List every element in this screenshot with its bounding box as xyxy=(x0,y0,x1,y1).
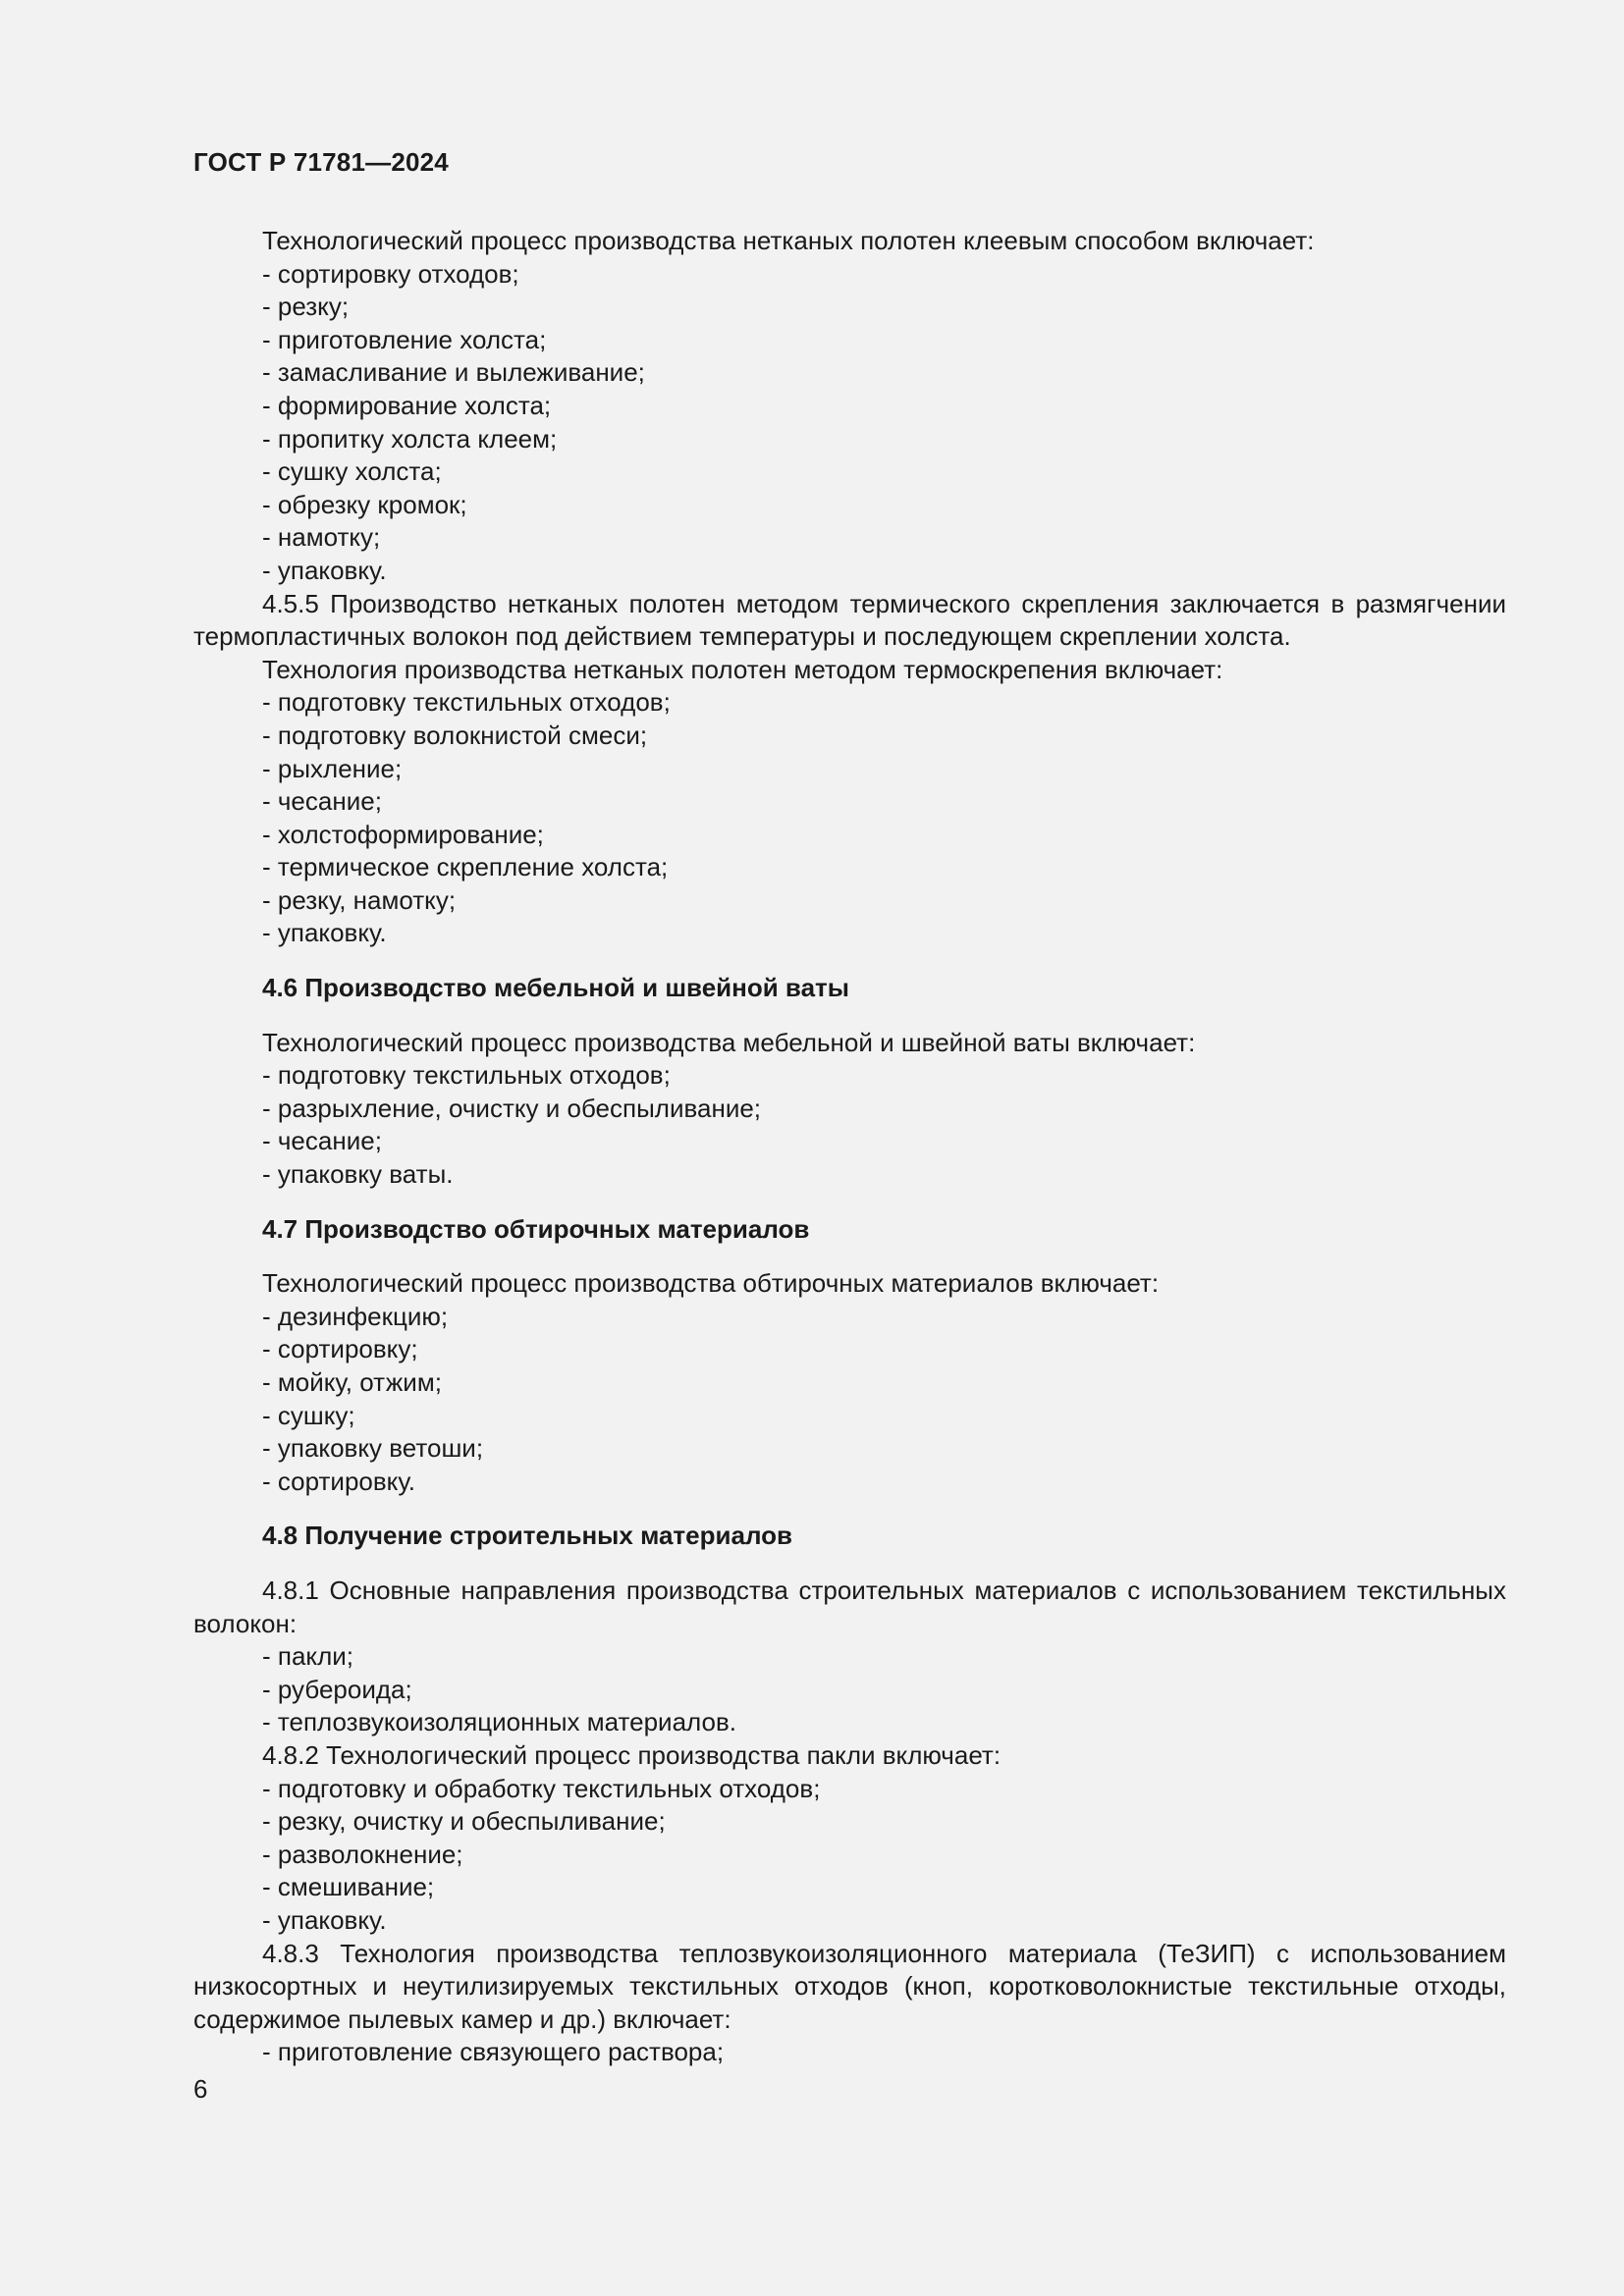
list-item: - резку, намотку; xyxy=(262,884,457,915)
list-item: - приготовление связующего раствора; xyxy=(262,2037,725,2067)
section-heading-4-8: 4.8 Получение строительных материалов xyxy=(262,1521,792,1551)
document-header: ГОСТ Р 71781—2024 xyxy=(193,147,449,177)
list-item: - чесание; xyxy=(262,1126,382,1156)
list-item: - упаковку ветоши; xyxy=(262,1433,484,1464)
paragraph-4-8-3: 4.8.3 Технология производства теплозвукоизоляционного материала (ТеЗИП) с использованием низкосортных и неутилизируемых текстильных отходов (кноп, коротковолокнистые текстильные отходы, содержимое пылевых камер и др.) включает: xyxy=(193,1938,1506,2034)
list-item: - сортировку отходов; xyxy=(262,258,519,289)
section-heading-4-6: 4.6 Производство мебельной и швейной ваты xyxy=(262,973,849,1003)
list-item: - рыхление; xyxy=(262,753,403,783)
list-item: - упаковку. xyxy=(262,1904,387,1935)
paragraph-4-5-5: 4.5.5 Производство нетканых полотен методом термического скрепления заключается в размягчении термопластичных волокон под действием температуры и последующем скреплении холста. xyxy=(193,588,1506,652)
paragraph-intro: Технология производства нетканых полотен методом термоскрепения включает: xyxy=(262,654,1223,684)
list-item: - теплозвукоизоляционных материалов. xyxy=(262,1707,736,1737)
list-item: - чесание; xyxy=(262,786,382,817)
paragraph-4-8-2: 4.8.2 Технологический процесс производства пакли включает: xyxy=(262,1739,1001,1770)
list-item: - разволокнение; xyxy=(262,1839,463,1869)
list-item: - дезинфекцию; xyxy=(262,1301,449,1331)
list-item: - сортировку. xyxy=(262,1466,415,1496)
list-item: - приготовление холста; xyxy=(262,324,547,354)
list-item: - сушку холста; xyxy=(262,456,442,487)
list-item: - мойку, отжим; xyxy=(262,1367,442,1397)
list-item: - холстоформирование; xyxy=(262,819,544,849)
list-item: - намотку; xyxy=(262,522,381,553)
list-item: - разрыхление, очистку и обеспыливание; xyxy=(262,1093,762,1123)
page-number: 6 xyxy=(193,2074,208,2104)
list-item: - термическое скрепление холста; xyxy=(262,852,669,882)
list-item: - резку; xyxy=(262,292,350,322)
list-item: - подготовку и обработку текстильных отходов; xyxy=(262,1773,821,1803)
list-item: - подготовку текстильных отходов; xyxy=(262,1060,671,1091)
paragraph-4-8-1: 4.8.1 Основные направления производства строительных материалов с использованием текстильных волокон: xyxy=(193,1575,1506,1638)
list-item: - смешивание; xyxy=(262,1872,435,1902)
list-item: - сушку; xyxy=(262,1400,355,1430)
list-item: - замасливание и вылеживание; xyxy=(262,357,645,388)
list-item: - рубероида; xyxy=(262,1674,412,1704)
document-body xyxy=(193,225,1506,2069)
list-item: - резку, очистку и обеспыливание; xyxy=(262,1806,666,1837)
list-item: - формирование холста; xyxy=(262,390,552,420)
paragraph-intro: Технологический процесс производства нетканых полотен клеевым способом включает: xyxy=(262,226,1315,255)
list-item: - упаковку. xyxy=(262,918,387,948)
paragraph-intro: Технологический процесс производства обтирочных материалов включает: xyxy=(262,1268,1160,1299)
list-item: - пропитку холста клеем; xyxy=(262,423,558,454)
list-item: - подготовку волокнистой смеси; xyxy=(262,720,648,750)
list-item: - обрезку кромок; xyxy=(262,489,467,519)
list-item: - упаковку ваты. xyxy=(262,1159,454,1190)
paragraph-intro: Технологический процесс производства мебельной и швейной ваты включает: xyxy=(262,1027,1196,1057)
section-heading-4-7: 4.7 Производство обтирочных материалов xyxy=(262,1213,810,1244)
list-item: - подготовку текстильных отходов; xyxy=(262,687,671,718)
list-item: - сортировку; xyxy=(262,1334,418,1364)
list-item: - упаковку. xyxy=(262,555,387,585)
list-item: - пакли; xyxy=(262,1641,354,1672)
